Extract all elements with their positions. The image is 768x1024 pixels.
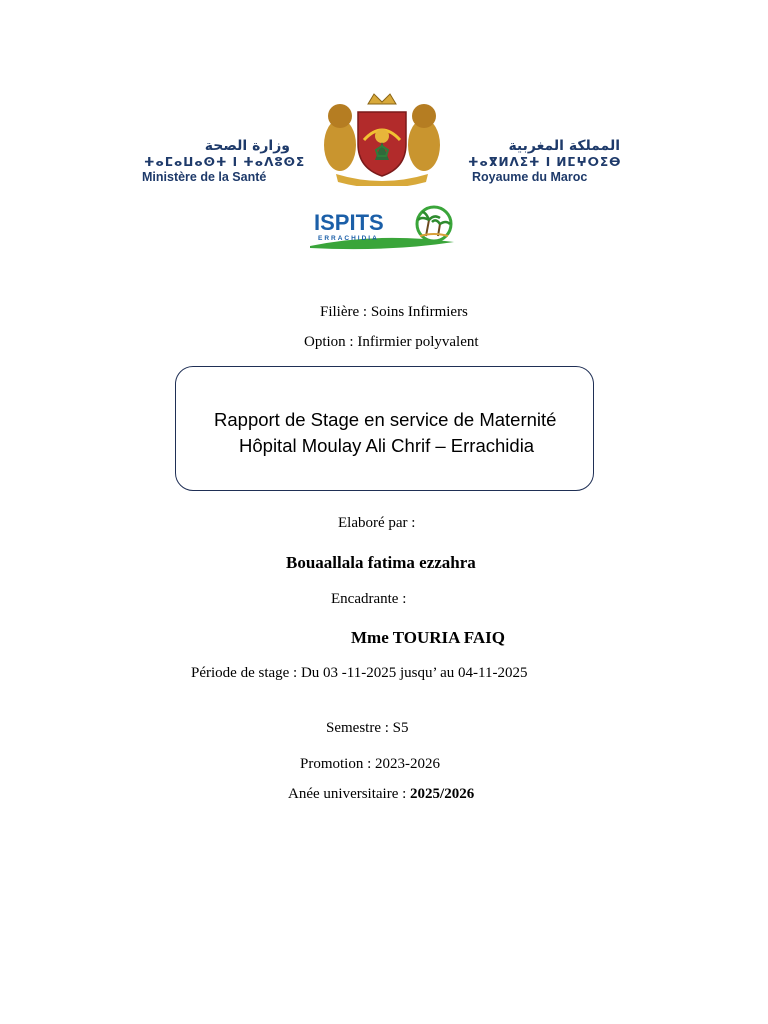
annee-universitaire-value: 2025/2026 [410, 786, 475, 802]
moroccan-coat-of-arms-emblem [318, 90, 446, 186]
annee-universitaire [288, 786, 474, 803]
filiere-text: Filière : Soins Infirmiers [320, 304, 468, 320]
option-text: Option : Infirmier polyvalent [304, 334, 479, 350]
encadrante-name: Mme TOURIA FAIQ [351, 628, 505, 647]
ispits-logo-text: ISPITS [314, 210, 384, 235]
kingdom-tifinagh-text: ⵜⴰⴳⵍⴷⵉⵜ ⵏ ⵍⵎⵖⵔⵉⴱ [468, 155, 622, 169]
ispits-errachidia-logo [308, 202, 458, 252]
report-title-line-2: Hôpital Moulay Ali Chrif – Errachidia [239, 435, 535, 456]
ispits-logo-subtext: ERRACHIDIA [318, 235, 379, 242]
periode-de-stage-text: Période de stage : Du 03 -11-2025 jusqu’ au 04-11-2025 [191, 665, 528, 681]
kingdom-of-morocco-logo [466, 138, 626, 188]
ministry-tifinagh-text: ⵜⴰⵎⴰⵡⴰⵙⵜ ⵏ ⵜⴰⴷⵓⵙⵉ [144, 155, 306, 169]
encadrante-label: Encadrante : [331, 591, 407, 607]
report-title-line-1: Rapport de Stage en service de Maternité [214, 409, 557, 430]
report-title-box [175, 366, 594, 491]
annee-universitaire-label: Anée universitaire : [288, 786, 407, 802]
promotion-text: Promotion : 2023-2026 [300, 756, 441, 772]
ministry-french-text: Ministère de la Santé [142, 170, 267, 184]
ministry-arabic-text: وزارة الصحة [204, 138, 290, 154]
kingdom-french-text: Royaume du Maroc [472, 170, 588, 184]
kingdom-arabic-text: المملكة المغربية [508, 138, 620, 154]
semestre-text: Semestre : S5 [326, 720, 409, 736]
elabore-par-label: Elaboré par : [338, 515, 416, 531]
ministry-of-health-logo [140, 138, 308, 188]
author-name: Bouaallala fatima ezzahra [286, 553, 476, 572]
